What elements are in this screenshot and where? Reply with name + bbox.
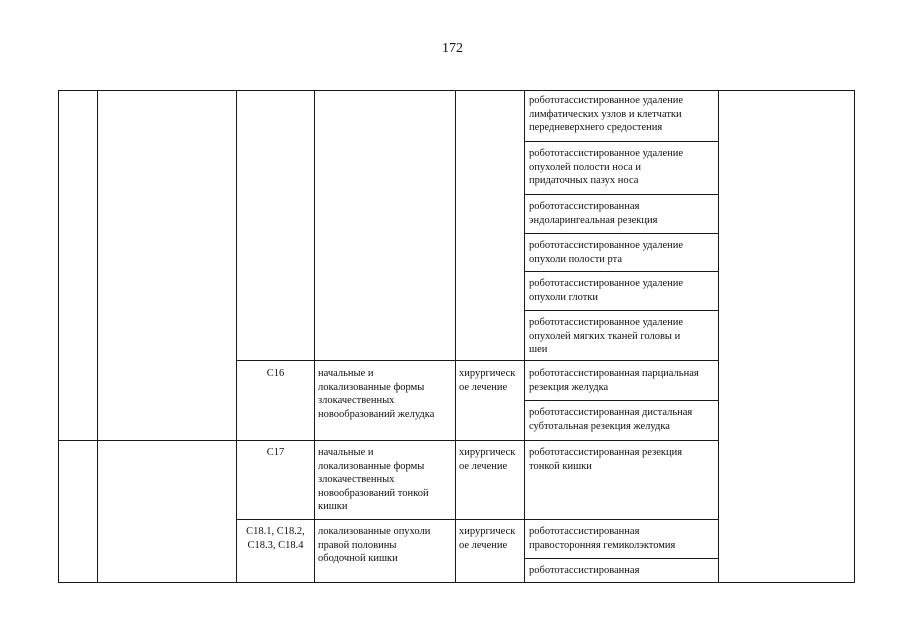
- method-cell: робототассистированная: [529, 565, 640, 576]
- row-divider: [236, 360, 719, 361]
- method-cell: робототассистированная парциальная резекция желудка: [529, 368, 699, 393]
- page-number: 172: [442, 41, 463, 56]
- method-divider: [524, 194, 719, 195]
- treatment-type: хирургическ ое лечение: [459, 526, 516, 551]
- method-cell: робототассистированное удаление опухолей полости носа и придаточных пазух носа: [529, 148, 684, 186]
- method-cell: робототассистированное удаление опухолей мягких тканей головы и шеи: [529, 317, 684, 355]
- treatment-type: хирургическ ое лечение: [459, 368, 516, 393]
- method-divider: [524, 400, 719, 401]
- row-divider: [58, 440, 719, 441]
- column-divider: [718, 90, 719, 583]
- diagnosis-code: C18.1, C18.2, C18.3, C18.4: [246, 526, 305, 551]
- diagnosis-description: начальные и локализованные формы злокачественных новообразований желудка: [318, 368, 435, 420]
- treatment-type: хирургическ ое лечение: [459, 447, 516, 472]
- method-cell: робототассистированная эндоларингеальная резекция: [529, 201, 658, 226]
- method-cell: робототассистированное удаление опухоли полости рта: [529, 240, 684, 265]
- column-divider: [524, 90, 525, 583]
- table-border-bottom: [58, 582, 855, 583]
- method-divider: [524, 310, 719, 311]
- method-cell: робототассистированная резекция тонкой кишки: [529, 447, 683, 472]
- method-divider: [524, 558, 719, 559]
- method-divider: [524, 271, 719, 272]
- column-divider: [314, 90, 315, 583]
- diagnosis-code: C17: [266, 447, 285, 458]
- column-divider: [236, 90, 237, 583]
- diagnosis-code: C16: [266, 368, 285, 379]
- table-border-right: [854, 90, 855, 583]
- table-border-top: [58, 90, 855, 91]
- method-divider: [524, 233, 719, 234]
- diagnosis-description: локализованные опухоли правой половины ободочной кишки: [318, 526, 431, 564]
- row-divider: [236, 519, 719, 520]
- method-cell: робототассистированное удаление опухоли глотки: [529, 278, 684, 303]
- method-cell: робототассистированное удаление лимфатических узлов и клетчатки передневерхнего средостения: [529, 95, 684, 133]
- table-border-left: [58, 90, 59, 583]
- method-divider: [524, 141, 719, 142]
- column-divider: [455, 90, 456, 583]
- diagnosis-description: начальные и локализованные формы злокачественных новообразований тонкой кишки: [318, 447, 429, 512]
- column-divider: [97, 90, 98, 583]
- method-cell: робототассистированная правосторонняя гемиколэктомия: [529, 526, 676, 551]
- method-cell: робототассистированная дистальная субтотальная резекция желудка: [529, 407, 693, 432]
